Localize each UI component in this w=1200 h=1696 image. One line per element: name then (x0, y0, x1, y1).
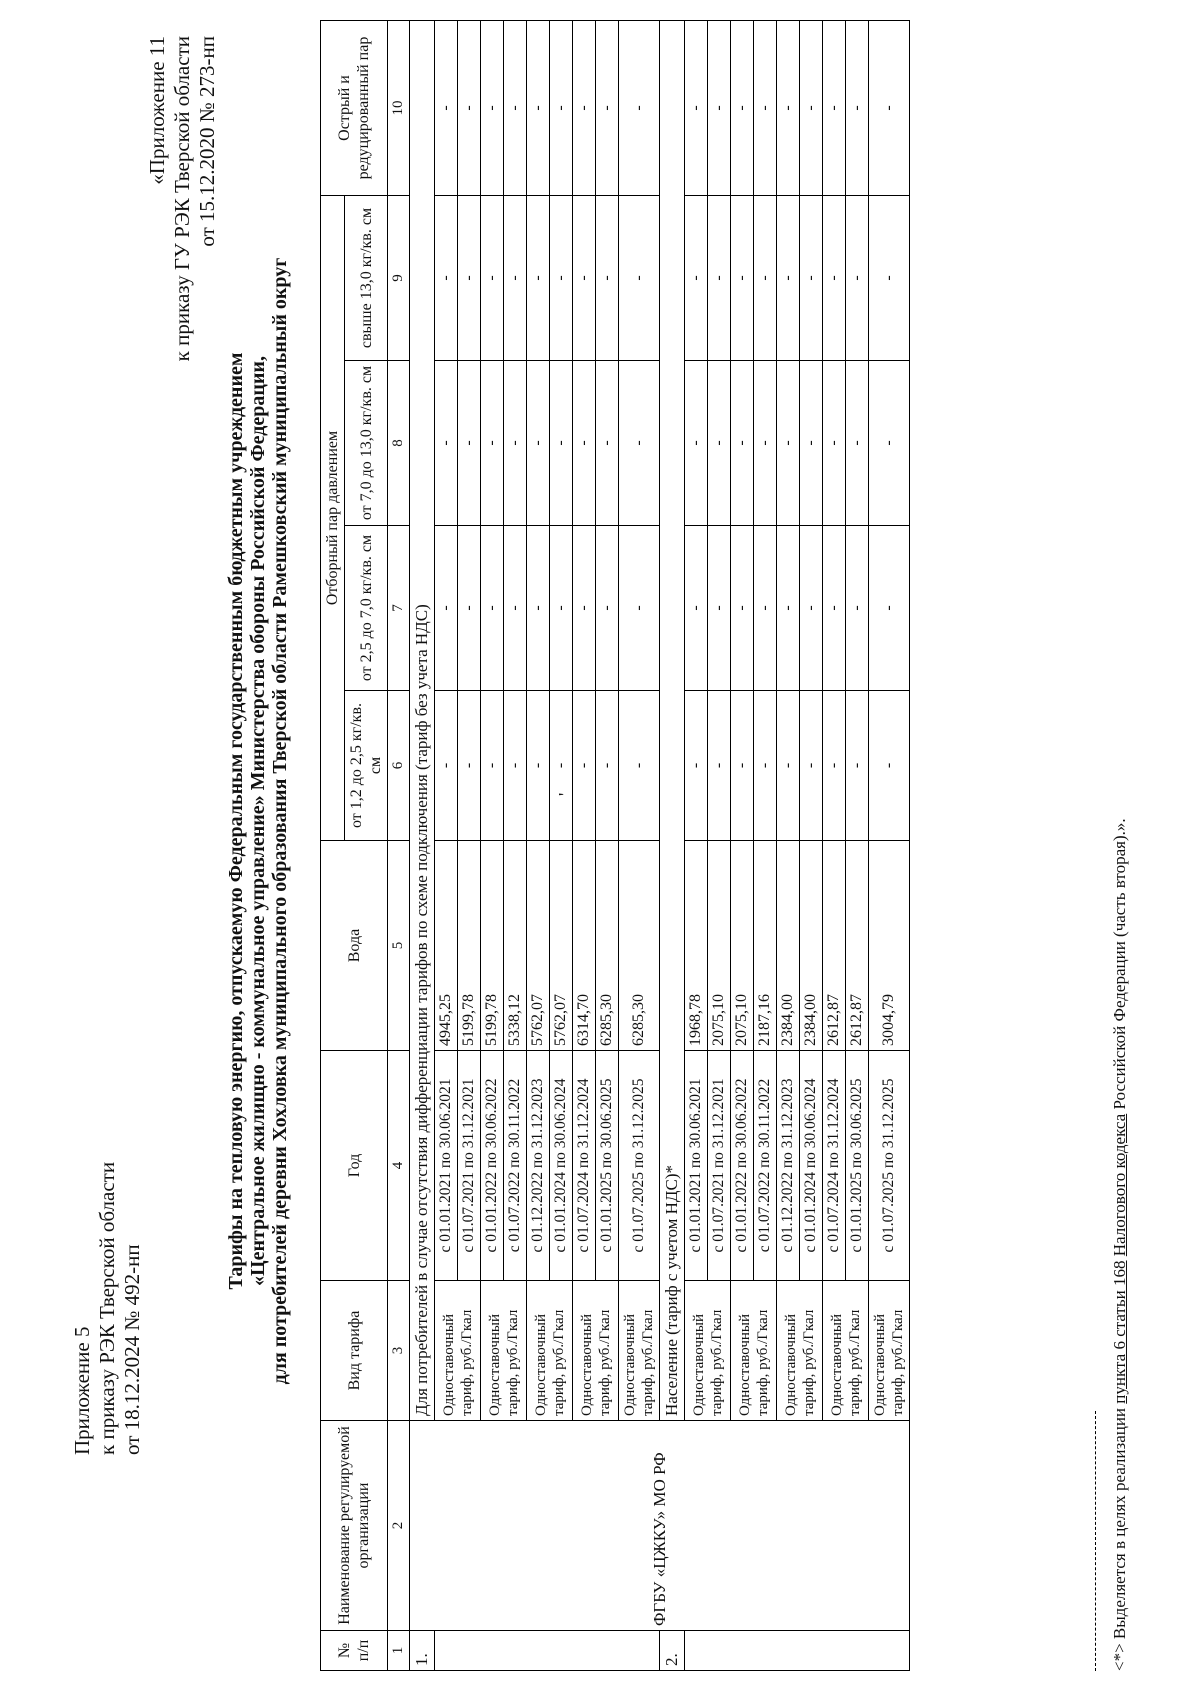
period-cell: с 01.07.2021 по 31.12.2021 (458, 1051, 481, 1281)
steam-tariff-cell: - (504, 196, 527, 361)
water-tariff-cell: 6314,70 (573, 841, 596, 1051)
period-cell: с 01.07.2021 по 31.12.2021 (708, 1051, 731, 1281)
steam-tariff-cell: - (685, 361, 708, 526)
steam-tariff-cell: - (869, 526, 910, 691)
steam-tariff-cell: - (458, 526, 481, 691)
period-cell: с 01.01.2022 по 30.06.2022 (481, 1051, 504, 1281)
steam-tariff-cell: - (731, 526, 754, 691)
appendix-old-block (145, 36, 220, 366)
water-tariff-cell: 5762,07 (527, 841, 550, 1051)
steam-tariff-cell: - (527, 691, 550, 841)
period-cell: с 01.07.2024 по 31.12.2024 (823, 1051, 846, 1281)
steam-tariff-cell: - (527, 361, 550, 526)
header-water: Вода (321, 841, 388, 1051)
water-tariff-cell: 2612,87 (823, 841, 846, 1051)
steam-tariff-cell: - (708, 21, 731, 196)
steam-tariff-cell: - (708, 361, 731, 526)
col-number: 5 (388, 841, 410, 1051)
header-steam-group: Отборный пар давлением (321, 196, 345, 841)
header-year: Год (321, 1051, 388, 1281)
steam-tariff-cell: - (619, 526, 660, 691)
steam-tariff-cell: - (481, 691, 504, 841)
steam-tariff-cell: - (800, 361, 823, 526)
appendix-line-1: Приложение 5 (70, 1326, 94, 1455)
steam-tariff-cell: - (869, 21, 910, 196)
steam-tariff-cell: - (458, 21, 481, 196)
header-org: Наименование регулируемой организации (321, 1421, 388, 1631)
period-cell: с 01.01.2024 по 30.06.2024 (550, 1051, 573, 1281)
period-cell: с 01.01.2022 по 30.06.2022 (731, 1051, 754, 1281)
period-cell: с 01.01.2021 по 30.06.2021 (685, 1051, 708, 1281)
steam-tariff-cell: - (754, 361, 777, 526)
period-cell: с 01.07.2022 по 30.11.2022 (754, 1051, 777, 1281)
tariff-type: Одноставочный тариф, руб./Гкал (573, 1281, 619, 1421)
steam-tariff-cell: - (846, 361, 869, 526)
steam-tariff-cell: - (596, 21, 619, 196)
steam-tariff-cell: - (458, 691, 481, 841)
footnote (1110, 818, 1130, 1671)
period-cell: с 01.12.2022 по 31.12.2023 (777, 1051, 800, 1281)
water-tariff-cell: 5338,12 (504, 841, 527, 1051)
period-cell: с 01.07.2024 по 31.12.2024 (573, 1051, 596, 1281)
tariff-type: Одноставочный тариф, руб./Гкал (481, 1281, 527, 1421)
steam-tariff-cell: - (504, 21, 527, 196)
steam-tariff-cell: - (435, 21, 458, 196)
period-cell: с 01.07.2025 по 31.12.2025 (619, 1051, 660, 1281)
section-title: Население (тариф с учетом НДС)* (660, 21, 685, 1421)
steam-tariff-cell: - (481, 21, 504, 196)
tariff-type: Одноставочный тариф, руб./Гкал (527, 1281, 573, 1421)
steam-tariff-cell: - (823, 21, 846, 196)
steam-tariff-cell: - (573, 196, 596, 361)
steam-tariff-cell: - (573, 361, 596, 526)
appendix-old-line-1: «Приложение 11 (145, 36, 169, 185)
document-title (225, 196, 291, 1446)
steam-tariff-cell: - (619, 196, 660, 361)
tariff-type: Одноставочный тариф, руб./Гкал (685, 1281, 731, 1421)
footnote-link-code[interactable]: Налогового кодекса (1110, 1113, 1129, 1257)
steam-tariff-cell: - (754, 526, 777, 691)
water-tariff-cell: 2384,00 (777, 841, 800, 1051)
period-cell: с 01.12.2022 по 31.12.2023 (527, 1051, 550, 1281)
number-cell-empty (435, 1631, 660, 1671)
col-number: 1 (388, 1631, 410, 1671)
steam-tariff-cell: - (685, 21, 708, 196)
steam-tariff-cell: - (573, 691, 596, 841)
col-number: 6 (388, 691, 410, 841)
tariff-type: Одноставочный тариф, руб./Гкал (869, 1281, 910, 1421)
steam-tariff-cell: - (550, 691, 573, 841)
water-tariff-cell: 2075,10 (731, 841, 754, 1051)
col-number: 3 (388, 1281, 410, 1421)
footnote-space (1110, 1256, 1129, 1260)
water-tariff-cell: 6285,30 (596, 841, 619, 1051)
col-number: 4 (388, 1051, 410, 1281)
steam-tariff-cell: - (731, 361, 754, 526)
steam-tariff-cell: - (731, 196, 754, 361)
period-cell: с 01.07.2025 по 31.12.2025 (869, 1051, 910, 1281)
steam-tariff-cell: - (800, 21, 823, 196)
steam-tariff-cell: - (481, 361, 504, 526)
appendix-old-line-3: от 15.12.2020 № 273-нп (195, 36, 219, 247)
header-pressure-4: свыше 13,0 кг/кв. см (345, 196, 388, 361)
steam-tariff-cell: - (596, 361, 619, 526)
title-line-3: для потребителей деревни Хохловка муниципального образования Тверской области Рамешковский муниципальный округ (269, 257, 291, 1385)
steam-tariff-cell: - (527, 526, 550, 691)
water-tariff-cell: 2187,16 (754, 841, 777, 1051)
header-type: Вид тарифа (321, 1281, 388, 1421)
steam-tariff-cell: - (777, 21, 800, 196)
steam-tariff-cell: - (869, 196, 910, 361)
steam-tariff-cell: - (619, 691, 660, 841)
steam-tariff-cell: - (527, 21, 550, 196)
water-tariff-cell: 2075,10 (708, 841, 731, 1051)
steam-tariff-cell: - (869, 691, 910, 841)
steam-tariff-cell: - (754, 21, 777, 196)
period-cell: с 01.07.2022 по 30.11.2022 (504, 1051, 527, 1281)
steam-tariff-cell: - (685, 526, 708, 691)
col-number: 8 (388, 361, 410, 526)
water-tariff-cell: 5199,78 (458, 841, 481, 1051)
water-tariff-cell: 4945,25 (435, 841, 458, 1051)
header-pressure-1: от 1,2 до 2,5 кг/кв. см (345, 691, 388, 841)
steam-tariff-cell: - (800, 526, 823, 691)
steam-tariff-cell: - (823, 196, 846, 361)
footnote-suffix: Российской Федерации (часть вторая).». (1110, 818, 1129, 1114)
steam-tariff-cell: - (504, 361, 527, 526)
period-cell: с 01.01.2025 по 30.06.2025 (596, 1051, 619, 1281)
water-tariff-cell: 3004,79 (869, 841, 910, 1051)
period-cell: с 01.01.2021 по 30.06.2021 (435, 1051, 458, 1281)
steam-tariff-cell: - (846, 526, 869, 691)
steam-tariff-cell: - (458, 361, 481, 526)
steam-tariff-cell: - (823, 526, 846, 691)
title-line-2: «Центральное жилищно - коммунальное управление» Министерства обороны Российской Федерации, (247, 356, 269, 1286)
steam-tariff-cell: - (596, 196, 619, 361)
header-pressure-3: от 7,0 до 13,0 кг/кв. см (345, 361, 388, 526)
section-row (410, 21, 435, 1671)
title-line-1: Тарифы на тепловую энергию, отпускаемую Федеральным государственным бюджетным учреждением (225, 352, 247, 1290)
steam-tariff-cell: - (527, 196, 550, 361)
steam-tariff-cell: - (731, 21, 754, 196)
steam-tariff-cell: - (481, 526, 504, 691)
period-cell: с 01.01.2024 по 30.06.2024 (800, 1051, 823, 1281)
water-tariff-cell: 5762,07 (550, 841, 573, 1051)
steam-tariff-cell: - (435, 196, 458, 361)
tariff-type: Одноставочный тариф, руб./Гкал (777, 1281, 823, 1421)
steam-tariff-cell: - (458, 196, 481, 361)
footnote-prefix: <*> Выделяется в целях реализации (1110, 1403, 1129, 1671)
steam-tariff-cell: - (754, 691, 777, 841)
period-cell: с 01.01.2025 по 30.06.2025 (846, 1051, 869, 1281)
appendix-line-3: от 18.12.2024 № 492-нп (120, 1244, 144, 1455)
steam-tariff-cell: - (800, 196, 823, 361)
col-number: 7 (388, 526, 410, 691)
steam-tariff-cell: - (823, 361, 846, 526)
steam-tariff-cell: - (573, 21, 596, 196)
appendix-line-2: к приказу РЭК Тверской области (95, 1161, 119, 1455)
steam-tariff-cell: - (573, 526, 596, 691)
steam-tariff-cell: - (846, 196, 869, 361)
steam-tariff-cell: - (708, 196, 731, 361)
steam-tariff-cell: - (754, 196, 777, 361)
steam-tariff-cell: - (596, 691, 619, 841)
water-tariff-cell: 5199,78 (481, 841, 504, 1051)
col-number: 10 (388, 21, 410, 196)
steam-tariff-cell: - (777, 526, 800, 691)
steam-tariff-cell: - (550, 21, 573, 196)
tariff-type: Одноставочный тариф, руб./Гкал (435, 1281, 481, 1421)
header-pressure-2: от 2,5 до 7,0 кг/кв. см (345, 526, 388, 691)
footnote-link-article[interactable]: пункта 6 статьи 168 (1110, 1260, 1129, 1404)
water-tariff-cell: 6285,30 (619, 841, 660, 1051)
steam-tariff-cell: - (550, 526, 573, 691)
header-sharp-steam: Острый и редуцированный пар (321, 21, 388, 196)
steam-tariff-cell: - (685, 691, 708, 841)
steam-tariff-cell: - (435, 361, 458, 526)
appendix-old-line-2: к приказу ГУ РЭК Тверской области (170, 36, 194, 362)
steam-tariff-cell: - (846, 691, 869, 841)
tariff-table (320, 20, 910, 1671)
steam-tariff-cell: - (619, 21, 660, 196)
water-tariff-cell: 1968,78 (685, 841, 708, 1051)
steam-tariff-cell: - (708, 526, 731, 691)
steam-tariff-cell: - (846, 21, 869, 196)
water-tariff-cell: 2384,00 (800, 841, 823, 1051)
column-number-row (388, 21, 410, 1671)
steam-tariff-cell: - (550, 196, 573, 361)
number-cell-empty (685, 1631, 910, 1671)
footnote-divider (1095, 1411, 1096, 1671)
steam-tariff-cell: - (550, 361, 573, 526)
header-no: № п/п (321, 1631, 388, 1671)
steam-tariff-cell: - (596, 526, 619, 691)
tariff-type: Одноставочный тариф, руб./Гкал (823, 1281, 869, 1421)
steam-tariff-cell: - (777, 196, 800, 361)
steam-tariff-cell: - (869, 361, 910, 526)
steam-tariff-cell: - (619, 361, 660, 526)
section-number: 1. (410, 1631, 435, 1671)
header-row-1 (321, 21, 345, 1671)
steam-tariff-cell: - (777, 691, 800, 841)
steam-tariff-cell: - (708, 691, 731, 841)
steam-tariff-cell: - (504, 526, 527, 691)
col-number: 2 (388, 1421, 410, 1631)
section-number: 2. (660, 1631, 685, 1671)
steam-tariff-cell: - (685, 196, 708, 361)
steam-tariff-cell: - (435, 526, 458, 691)
water-tariff-cell: 2612,87 (846, 841, 869, 1051)
steam-tariff-cell: - (823, 691, 846, 841)
stray-mark: ' (555, 792, 575, 796)
steam-tariff-cell: - (504, 691, 527, 841)
tariff-type: Одноставочный тариф, руб./Гкал (619, 1281, 660, 1421)
section-title: Для потребителей в случае отсутствия дифференциации тарифов по схеме подключения (тариф без учета НДС) (410, 21, 435, 1421)
steam-tariff-cell: - (731, 691, 754, 841)
steam-tariff-cell: - (777, 361, 800, 526)
organization-name: ФГБУ «ЦЖКУ» МО РФ (410, 1421, 910, 1631)
steam-tariff-cell: - (800, 691, 823, 841)
tariff-type: Одноставочный тариф, руб./Гкал (731, 1281, 777, 1421)
steam-tariff-cell: - (435, 691, 458, 841)
col-number: 9 (388, 196, 410, 361)
appendix-block (70, 1055, 145, 1455)
steam-tariff-cell: - (481, 196, 504, 361)
